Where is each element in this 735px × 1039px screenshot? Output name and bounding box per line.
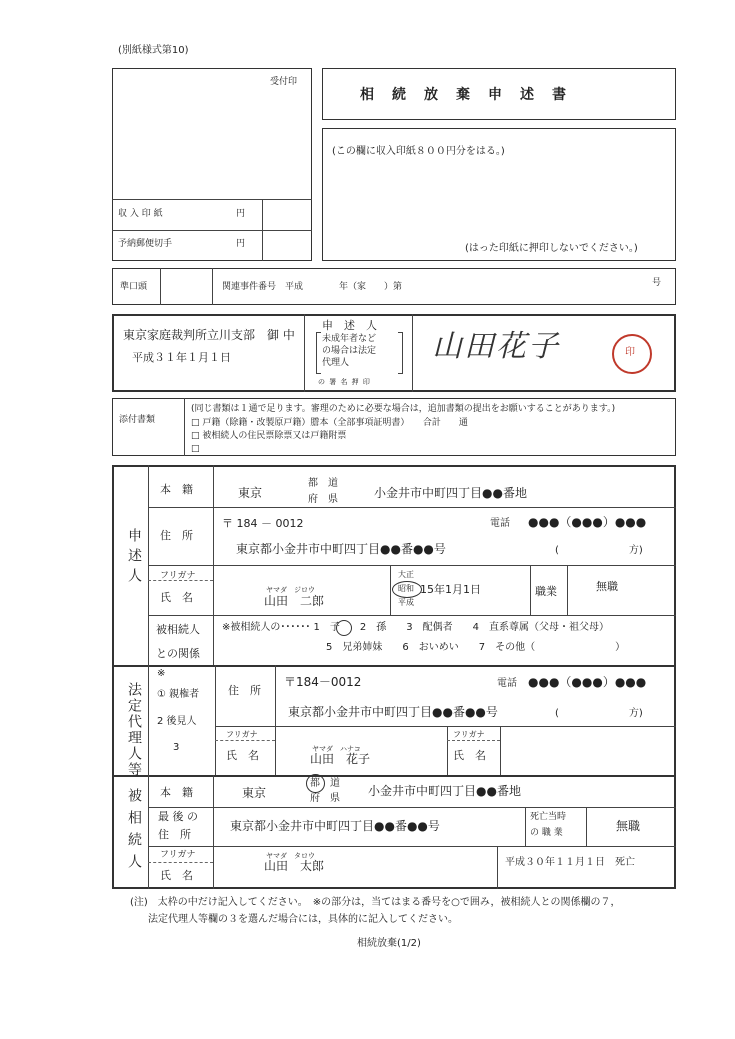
name-label: 氏 名 [160, 591, 193, 604]
decedent-section-label: 被相続人 [126, 788, 142, 876]
dec-address[interactable]: 東京都小金井市中町四丁目●●番●●号 [230, 819, 440, 833]
petitioner-address[interactable]: 東京都小金井市中町四丁目●●番●●号 [236, 542, 446, 556]
page-number: 相続放棄(1/2) [357, 938, 421, 949]
dec-pref-circle [306, 774, 325, 793]
prep-label: 準口頭 [120, 282, 148, 292]
death-occupation-label-2: の 職 業 [530, 828, 563, 838]
rep2-furigana-label: フリガナ [453, 730, 485, 739]
dec-honseki-label: 本 籍 [160, 786, 193, 799]
revenue-stamp-label: 収 入 印 紙 [118, 209, 163, 219]
occupation[interactable]: 無職 [596, 580, 618, 593]
name-kana[interactable]: ヤマダ ジロウ [266, 586, 315, 594]
stamp-note-bottom: (はった印紙に押印しないでください。) [465, 243, 638, 254]
rep-option-parent[interactable]: ① 親権者 [157, 689, 200, 700]
petitioner-name[interactable]: 山田 二郎 [264, 594, 325, 608]
representative-section-label: 法定代理人等 [126, 682, 142, 778]
dec-honseki-address[interactable]: 小金井市中町四丁目●●番地 [368, 784, 521, 798]
rep-name-label: 氏 名 [226, 749, 259, 762]
relation-circle [336, 620, 352, 636]
dec-furigana-label: フリガナ [160, 850, 196, 860]
filing-date: 平成３１年１月１日 [132, 351, 231, 364]
rep-phone[interactable]: ●●●（●●●）●●● [528, 675, 647, 689]
fuken-label: 府 県 [308, 494, 338, 505]
rep-name[interactable]: 山田 花子 [310, 752, 371, 766]
furigana-label: フリガナ [160, 571, 196, 581]
rep2-name-label: 氏 名 [453, 749, 486, 762]
era-circle [392, 581, 422, 598]
rep-name-kana[interactable]: ヤマダ ハナコ [312, 745, 361, 753]
care-of: ( 方) [555, 545, 643, 556]
seal-label: 印 [625, 347, 635, 358]
dec-fuken-label: 府 県 [310, 793, 340, 804]
petitioner-note-1: 未成年者など [322, 334, 377, 344]
attachment-item[interactable]: □ 戸籍（除籍・改製原戸籍）謄本（全部事項証明書） 合計 通 [191, 418, 468, 428]
rep-option-guardian[interactable]: 2 後見人 [157, 716, 197, 727]
yen-label: 円 [236, 209, 246, 219]
handwritten-signature: 山田花子 [432, 329, 560, 364]
phone-label: 電話 [490, 518, 510, 529]
relation-label-2: との関係 [156, 647, 200, 660]
todo-label: 都 道 [308, 478, 338, 489]
rep-mark: ※ [157, 668, 166, 679]
rep-postal[interactable]: 〒184－0012 [284, 675, 362, 689]
phone-number[interactable]: ●●●（●●●）●●● [528, 515, 647, 529]
rep-care-of: ( 方) [555, 708, 643, 719]
dec-name-kana[interactable]: ヤマダ タロウ [266, 852, 315, 860]
dec-honseki-prefecture[interactable]: 東京 [242, 786, 267, 800]
footer-note-1: (注) 太枠の中だけ記入してください。 ※の部分は，当てはまる番号を○で囲み，被相続人との関係欄の７， [130, 897, 621, 908]
postage-label: 予納郵便切手 [118, 239, 173, 249]
dec-occupation[interactable]: 無職 [616, 819, 641, 833]
attachment-item[interactable]: □ [191, 444, 200, 454]
postal-code[interactable]: 〒 184 － 0012 [222, 517, 304, 530]
receipt-stamp-label: 受付印 [270, 77, 298, 87]
number-label: 号 [652, 278, 662, 288]
era-heisei: 平成 [398, 598, 414, 607]
petitioner-sign-label: 申 述 人 [322, 319, 377, 332]
birth-date[interactable]: 15年1月1日 [420, 583, 481, 596]
rep-phone-label: 電話 [497, 678, 517, 689]
honseki-prefecture[interactable]: 東京 [238, 486, 263, 500]
case-number-label: 関連事件番号 平成 年（家 ）第 [222, 282, 403, 292]
address-label: 住 所 [160, 529, 193, 542]
honseki-address[interactable]: 小金井市中町四丁目●●番地 [374, 486, 527, 500]
rep-address-label: 住 所 [228, 684, 261, 697]
petitioner-note-3: 代理人 [322, 358, 350, 368]
rep-option-other[interactable]: 3 [173, 742, 180, 753]
attachment-item[interactable]: □ 被相続人の住民票除票又は戸籍附票 [191, 431, 347, 441]
document-title: 相 続 放 棄 申 述 書 [360, 87, 568, 103]
rep-furigana-label: フリガナ [226, 730, 258, 739]
court-name: 東京家庭裁判所立川支部 御 中 [123, 328, 295, 342]
last-address-label-1: 最 後 の [158, 810, 198, 823]
occupation-label: 職業 [535, 585, 557, 598]
dec-todo-label: 都 道 [310, 778, 340, 789]
petitioner-note-2: の場合は法定 [322, 346, 377, 356]
era-taisho: 大正 [398, 570, 414, 579]
footer-note-2: 法定代理人等欄の３を選んだ場合には，具体的に記入してください。 [148, 914, 458, 925]
sign-seal-label: の 署 名 押 印 [318, 378, 371, 386]
attachments-label: 添付書類 [119, 415, 156, 425]
yen-label: 円 [236, 239, 246, 249]
relation-label: 被相続人 [156, 623, 200, 636]
relation-options-2[interactable]: 5 兄弟姉妹 6 おいめい 7 その他（ ） [326, 642, 626, 653]
death-date[interactable]: 平成３０年１１月１日 死亡 [505, 857, 635, 868]
dec-name[interactable]: 山田 太郎 [264, 859, 325, 873]
era-showa: 昭和 [398, 584, 414, 593]
form-number: (別紙様式第10) [118, 45, 189, 56]
stamp-note-top: (この欄に収入印紙８００円分をはる。) [332, 146, 505, 157]
last-address-label-2: 住 所 [158, 828, 191, 841]
honseki-label: 本 籍 [160, 483, 193, 496]
relation-options-1[interactable]: ※被相続人の･･････ 1 子 2 孫 3 配偶者 4 直系尊属（父母・祖父母） [222, 622, 610, 633]
death-occupation-label-1: 死亡当時 [530, 812, 567, 822]
petitioner-section-label: 申述人 [126, 528, 142, 588]
rep-address[interactable]: 東京都小金井市中町四丁目●●番●●号 [288, 705, 498, 719]
attachments-note: (同じ書類は１通で足ります。審理のために必要な場合は，追加書類の提出をお願いすることがあります。) [191, 404, 616, 414]
receipt-stamp-box [112, 68, 312, 261]
dec-name-label: 氏 名 [160, 869, 193, 882]
